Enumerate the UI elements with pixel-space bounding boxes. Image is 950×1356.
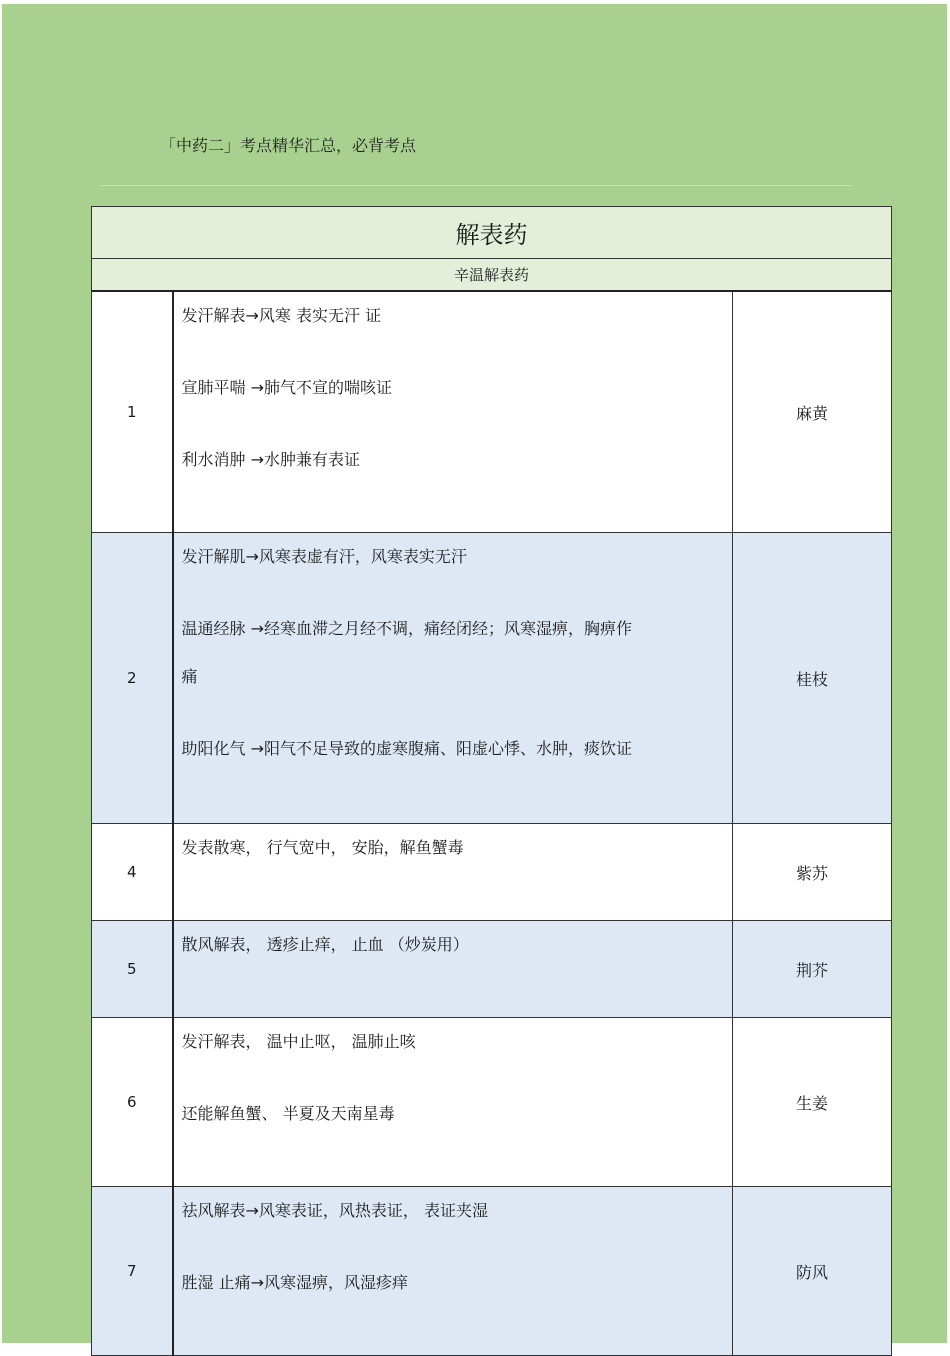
table-row bbox=[92, 1018, 892, 1187]
document-title: 「中药二」考点精华汇总，必背考点 bbox=[160, 136, 417, 155]
herb-name: 麻黄 bbox=[733, 291, 892, 533]
effect-line: 利水消肿 →水肿兼有表证 bbox=[181, 450, 360, 469]
row-number: 7 bbox=[92, 1187, 173, 1356]
row-number: 6 bbox=[92, 1018, 173, 1187]
herb-name: 荆芥 bbox=[733, 921, 892, 1018]
table-row bbox=[92, 533, 892, 824]
herb-name: 防风 bbox=[733, 1187, 892, 1356]
herb-name: 桂枝 bbox=[733, 533, 892, 824]
herb-name: 紫苏 bbox=[733, 824, 892, 921]
subsection-title: 辛温解表药 bbox=[92, 259, 892, 292]
effect-line: 发表散寒， 行气宽中， 安胎，解鱼蟹毒 bbox=[181, 838, 464, 857]
effect-line: 温通经脉 →经寒血滞之月经不调，痛经闭经；风寒湿痹，胸痹作 bbox=[181, 619, 632, 638]
table-row bbox=[92, 921, 892, 1018]
effect-line: 还能解鱼蟹、 半夏及天南星毒 bbox=[181, 1104, 395, 1123]
herb-effects bbox=[173, 824, 733, 921]
effect-line: 宣肺平喘 →肺气不宣的喘咳证 bbox=[181, 378, 392, 397]
section-title: 解表药 bbox=[92, 207, 892, 259]
row-number: 2 bbox=[92, 533, 173, 824]
row-number: 1 bbox=[92, 291, 173, 533]
herb-effects bbox=[173, 533, 733, 824]
herb-effects bbox=[173, 1018, 733, 1187]
herb-table bbox=[91, 206, 892, 1356]
effect-line: 发汗解表→风寒 表实无汗 证 bbox=[181, 306, 382, 325]
herb-effects bbox=[173, 1187, 733, 1356]
subsection-header-row bbox=[92, 259, 892, 292]
effect-line: 发汗解表， 温中止呕， 温肺止咳 bbox=[181, 1032, 416, 1051]
effect-line: 助阳化气 →阳气不足导致的虚寒腹痛、阳虚心悸、水肿，痰饮证 bbox=[181, 739, 632, 758]
herb-effects bbox=[173, 291, 733, 533]
effect-line: 祛风解表→风寒表证，风热表证， 表证夹湿 bbox=[181, 1201, 488, 1220]
table-row bbox=[92, 824, 892, 921]
effect-line: 胜湿 止痛→风寒湿痹，风湿疹痒 bbox=[181, 1273, 408, 1292]
table-row bbox=[92, 1187, 892, 1356]
effect-line: 散风解表， 透疹止痒， 止血 （炒炭用） bbox=[181, 935, 469, 954]
row-number: 5 bbox=[92, 921, 173, 1018]
section-header-row bbox=[92, 207, 892, 259]
effect-line: 发汗解肌→风寒表虚有汗，风寒表实无汗 bbox=[181, 547, 467, 566]
table-row bbox=[92, 291, 892, 533]
row-number: 4 bbox=[92, 824, 173, 921]
herb-name: 生姜 bbox=[733, 1018, 892, 1187]
effect-line: 痛 bbox=[181, 667, 198, 686]
title-divider bbox=[100, 185, 852, 186]
herb-effects bbox=[173, 921, 733, 1018]
